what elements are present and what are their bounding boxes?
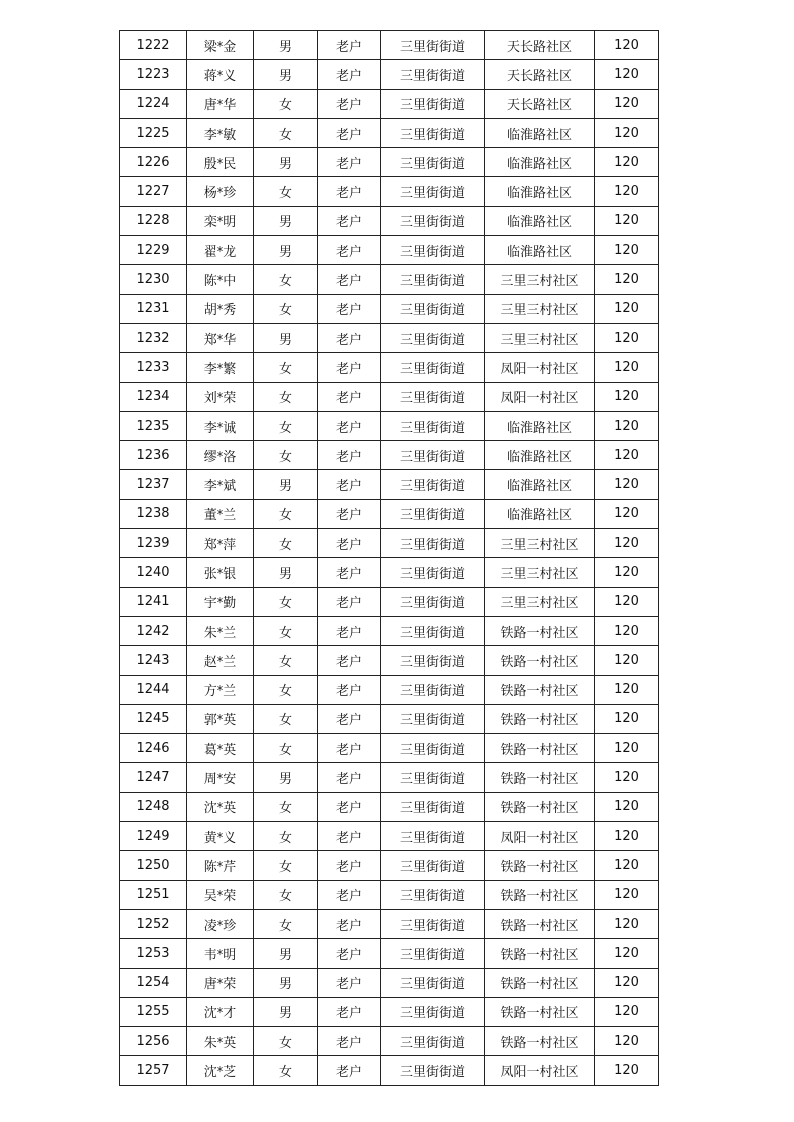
street-cell: 三里街街道 <box>381 587 485 616</box>
table-row <box>120 997 659 1026</box>
row-number-cell: 1241 <box>120 587 187 616</box>
person-name-cell: 梁*金 <box>187 31 254 60</box>
household-type-cell: 老户 <box>318 265 381 294</box>
person-name-cell: 郑*萍 <box>187 529 254 558</box>
amount-cell: 120 <box>595 382 659 411</box>
community-cell: 凤阳一村社区 <box>485 822 595 851</box>
person-name-cell: 韦*明 <box>187 939 254 968</box>
gender-cell: 男 <box>254 939 318 968</box>
table-row <box>120 968 659 997</box>
amount-cell: 120 <box>595 734 659 763</box>
table-row <box>120 939 659 968</box>
person-name-cell: 沈*才 <box>187 997 254 1026</box>
household-type-cell: 老户 <box>318 206 381 235</box>
table-row <box>120 792 659 821</box>
amount-cell: 120 <box>595 411 659 440</box>
row-number-cell: 1238 <box>120 499 187 528</box>
household-type-cell: 老户 <box>318 587 381 616</box>
person-name-cell: 董*兰 <box>187 499 254 528</box>
row-number-cell: 1257 <box>120 1056 187 1085</box>
row-number-cell: 1234 <box>120 382 187 411</box>
table-row <box>120 880 659 909</box>
row-number-cell: 1235 <box>120 411 187 440</box>
gender-cell: 女 <box>254 822 318 851</box>
person-name-cell: 缪*洛 <box>187 441 254 470</box>
table-row <box>120 587 659 616</box>
table-row <box>120 294 659 323</box>
table-row <box>120 675 659 704</box>
person-name-cell: 刘*荣 <box>187 382 254 411</box>
table-row <box>120 616 659 645</box>
person-name-cell: 郑*华 <box>187 323 254 352</box>
street-cell: 三里街街道 <box>381 675 485 704</box>
community-cell: 凤阳一村社区 <box>485 1056 595 1085</box>
amount-cell: 120 <box>595 763 659 792</box>
amount-cell: 120 <box>595 236 659 265</box>
street-cell: 三里街街道 <box>381 441 485 470</box>
gender-cell: 女 <box>254 880 318 909</box>
row-number-cell: 1247 <box>120 763 187 792</box>
table-row <box>120 499 659 528</box>
gender-cell: 女 <box>254 1027 318 1056</box>
household-type-cell: 老户 <box>318 851 381 880</box>
amount-cell: 120 <box>595 529 659 558</box>
row-number-cell: 1253 <box>120 939 187 968</box>
table-row <box>120 558 659 587</box>
amount-cell: 120 <box>595 60 659 89</box>
community-cell: 临淮路社区 <box>485 177 595 206</box>
table-row <box>120 382 659 411</box>
row-number-cell: 1251 <box>120 880 187 909</box>
subsidy-roster-table <box>119 30 659 1086</box>
community-cell: 铁路一村社区 <box>485 939 595 968</box>
amount-cell: 120 <box>595 89 659 118</box>
amount-cell: 120 <box>595 148 659 177</box>
person-name-cell: 李*敏 <box>187 118 254 147</box>
gender-cell: 女 <box>254 529 318 558</box>
amount-cell: 120 <box>595 968 659 997</box>
amount-cell: 120 <box>595 558 659 587</box>
person-name-cell: 宇*勤 <box>187 587 254 616</box>
person-name-cell: 凌*珍 <box>187 909 254 938</box>
household-type-cell: 老户 <box>318 704 381 733</box>
row-number-cell: 1229 <box>120 236 187 265</box>
community-cell: 凤阳一村社区 <box>485 353 595 382</box>
amount-cell: 120 <box>595 1056 659 1085</box>
street-cell: 三里街街道 <box>381 822 485 851</box>
gender-cell: 女 <box>254 646 318 675</box>
gender-cell: 女 <box>254 177 318 206</box>
street-cell: 三里街街道 <box>381 31 485 60</box>
gender-cell: 男 <box>254 763 318 792</box>
row-number-cell: 1240 <box>120 558 187 587</box>
person-name-cell: 沈*芝 <box>187 1056 254 1085</box>
row-number-cell: 1255 <box>120 997 187 1026</box>
row-number-cell: 1246 <box>120 734 187 763</box>
street-cell: 三里街街道 <box>381 646 485 675</box>
household-type-cell: 老户 <box>318 529 381 558</box>
gender-cell: 男 <box>254 470 318 499</box>
community-cell: 铁路一村社区 <box>485 646 595 675</box>
community-cell: 天长路社区 <box>485 60 595 89</box>
community-cell: 铁路一村社区 <box>485 851 595 880</box>
community-cell: 铁路一村社区 <box>485 675 595 704</box>
table-row <box>120 265 659 294</box>
community-cell: 三里三村社区 <box>485 294 595 323</box>
table-row <box>120 60 659 89</box>
table-row <box>120 734 659 763</box>
table-row <box>120 236 659 265</box>
gender-cell: 女 <box>254 265 318 294</box>
gender-cell: 女 <box>254 851 318 880</box>
row-number-cell: 1237 <box>120 470 187 499</box>
household-type-cell: 老户 <box>318 968 381 997</box>
community-cell: 铁路一村社区 <box>485 997 595 1026</box>
amount-cell: 120 <box>595 323 659 352</box>
row-number-cell: 1227 <box>120 177 187 206</box>
amount-cell: 120 <box>595 470 659 499</box>
community-cell: 天长路社区 <box>485 89 595 118</box>
person-name-cell: 唐*荣 <box>187 968 254 997</box>
community-cell: 临淮路社区 <box>485 470 595 499</box>
row-number-cell: 1250 <box>120 851 187 880</box>
community-cell: 铁路一村社区 <box>485 734 595 763</box>
street-cell: 三里街街道 <box>381 89 485 118</box>
person-name-cell: 李*斌 <box>187 470 254 499</box>
amount-cell: 120 <box>595 294 659 323</box>
street-cell: 三里街街道 <box>381 763 485 792</box>
table-row <box>120 89 659 118</box>
gender-cell: 女 <box>254 499 318 528</box>
person-name-cell: 方*兰 <box>187 675 254 704</box>
amount-cell: 120 <box>595 177 659 206</box>
person-name-cell: 殷*民 <box>187 148 254 177</box>
table-row <box>120 529 659 558</box>
gender-cell: 女 <box>254 89 318 118</box>
row-number-cell: 1223 <box>120 60 187 89</box>
table-row <box>120 441 659 470</box>
table-row <box>120 822 659 851</box>
community-cell: 三里三村社区 <box>485 558 595 587</box>
street-cell: 三里街街道 <box>381 880 485 909</box>
street-cell: 三里街街道 <box>381 616 485 645</box>
row-number-cell: 1232 <box>120 323 187 352</box>
community-cell: 临淮路社区 <box>485 148 595 177</box>
gender-cell: 女 <box>254 441 318 470</box>
household-type-cell: 老户 <box>318 31 381 60</box>
household-type-cell: 老户 <box>318 616 381 645</box>
table-row <box>120 851 659 880</box>
community-cell: 铁路一村社区 <box>485 616 595 645</box>
street-cell: 三里街街道 <box>381 734 485 763</box>
household-type-cell: 老户 <box>318 89 381 118</box>
household-type-cell: 老户 <box>318 177 381 206</box>
household-type-cell: 老户 <box>318 323 381 352</box>
amount-cell: 120 <box>595 939 659 968</box>
person-name-cell: 杨*珍 <box>187 177 254 206</box>
row-number-cell: 1222 <box>120 31 187 60</box>
person-name-cell: 唐*华 <box>187 89 254 118</box>
community-cell: 铁路一村社区 <box>485 909 595 938</box>
household-type-cell: 老户 <box>318 382 381 411</box>
household-type-cell: 老户 <box>318 118 381 147</box>
household-type-cell: 老户 <box>318 734 381 763</box>
community-cell: 临淮路社区 <box>485 441 595 470</box>
street-cell: 三里街街道 <box>381 118 485 147</box>
community-cell: 天长路社区 <box>485 31 595 60</box>
community-cell: 三里三村社区 <box>485 529 595 558</box>
amount-cell: 120 <box>595 353 659 382</box>
table-row <box>120 646 659 675</box>
gender-cell: 女 <box>254 1056 318 1085</box>
person-name-cell: 陈*芹 <box>187 851 254 880</box>
household-type-cell: 老户 <box>318 499 381 528</box>
row-number-cell: 1252 <box>120 909 187 938</box>
person-name-cell: 黄*义 <box>187 822 254 851</box>
amount-cell: 120 <box>595 265 659 294</box>
person-name-cell: 李*繁 <box>187 353 254 382</box>
gender-cell: 女 <box>254 734 318 763</box>
row-number-cell: 1236 <box>120 441 187 470</box>
household-type-cell: 老户 <box>318 558 381 587</box>
row-number-cell: 1243 <box>120 646 187 675</box>
gender-cell: 女 <box>254 792 318 821</box>
household-type-cell: 老户 <box>318 763 381 792</box>
household-type-cell: 老户 <box>318 441 381 470</box>
amount-cell: 120 <box>595 31 659 60</box>
community-cell: 临淮路社区 <box>485 411 595 440</box>
community-cell: 铁路一村社区 <box>485 792 595 821</box>
gender-cell: 男 <box>254 60 318 89</box>
gender-cell: 男 <box>254 236 318 265</box>
community-cell: 铁路一村社区 <box>485 880 595 909</box>
table-row <box>120 1056 659 1085</box>
household-type-cell: 老户 <box>318 1056 381 1085</box>
table-row <box>120 704 659 733</box>
amount-cell: 120 <box>595 441 659 470</box>
street-cell: 三里街街道 <box>381 792 485 821</box>
household-type-cell: 老户 <box>318 909 381 938</box>
street-cell: 三里街街道 <box>381 1056 485 1085</box>
community-cell: 三里三村社区 <box>485 587 595 616</box>
row-number-cell: 1256 <box>120 1027 187 1056</box>
household-type-cell: 老户 <box>318 236 381 265</box>
community-cell: 凤阳一村社区 <box>485 382 595 411</box>
gender-cell: 男 <box>254 31 318 60</box>
amount-cell: 120 <box>595 822 659 851</box>
street-cell: 三里街街道 <box>381 968 485 997</box>
household-type-cell: 老户 <box>318 353 381 382</box>
street-cell: 三里街街道 <box>381 470 485 499</box>
row-number-cell: 1230 <box>120 265 187 294</box>
gender-cell: 女 <box>254 587 318 616</box>
street-cell: 三里街街道 <box>381 60 485 89</box>
household-type-cell: 老户 <box>318 60 381 89</box>
street-cell: 三里街街道 <box>381 909 485 938</box>
household-type-cell: 老户 <box>318 294 381 323</box>
table-row <box>120 177 659 206</box>
person-name-cell: 吴*荣 <box>187 880 254 909</box>
street-cell: 三里街街道 <box>381 265 485 294</box>
row-number-cell: 1228 <box>120 206 187 235</box>
household-type-cell: 老户 <box>318 470 381 499</box>
community-cell: 临淮路社区 <box>485 236 595 265</box>
community-cell: 铁路一村社区 <box>485 704 595 733</box>
gender-cell: 男 <box>254 997 318 1026</box>
community-cell: 临淮路社区 <box>485 499 595 528</box>
street-cell: 三里街街道 <box>381 499 485 528</box>
table-row <box>120 470 659 499</box>
gender-cell: 男 <box>254 968 318 997</box>
amount-cell: 120 <box>595 675 659 704</box>
table-row <box>120 1027 659 1056</box>
community-cell: 铁路一村社区 <box>485 763 595 792</box>
amount-cell: 120 <box>595 704 659 733</box>
gender-cell: 女 <box>254 294 318 323</box>
row-number-cell: 1239 <box>120 529 187 558</box>
person-name-cell: 陈*中 <box>187 265 254 294</box>
person-name-cell: 蒋*义 <box>187 60 254 89</box>
row-number-cell: 1254 <box>120 968 187 997</box>
person-name-cell: 张*银 <box>187 558 254 587</box>
gender-cell: 女 <box>254 704 318 733</box>
community-cell: 铁路一村社区 <box>485 1027 595 1056</box>
street-cell: 三里街街道 <box>381 851 485 880</box>
amount-cell: 120 <box>595 1027 659 1056</box>
amount-cell: 120 <box>595 616 659 645</box>
row-number-cell: 1248 <box>120 792 187 821</box>
table-row <box>120 206 659 235</box>
household-type-cell: 老户 <box>318 939 381 968</box>
person-name-cell: 胡*秀 <box>187 294 254 323</box>
gender-cell: 女 <box>254 118 318 147</box>
amount-cell: 120 <box>595 909 659 938</box>
amount-cell: 120 <box>595 499 659 528</box>
amount-cell: 120 <box>595 997 659 1026</box>
gender-cell: 女 <box>254 382 318 411</box>
person-name-cell: 赵*兰 <box>187 646 254 675</box>
gender-cell: 女 <box>254 353 318 382</box>
table-row <box>120 31 659 60</box>
person-name-cell: 翟*龙 <box>187 236 254 265</box>
household-type-cell: 老户 <box>318 880 381 909</box>
table-row <box>120 411 659 440</box>
gender-cell: 女 <box>254 909 318 938</box>
street-cell: 三里街街道 <box>381 704 485 733</box>
person-name-cell: 周*安 <box>187 763 254 792</box>
street-cell: 三里街街道 <box>381 353 485 382</box>
household-type-cell: 老户 <box>318 411 381 440</box>
row-number-cell: 1242 <box>120 616 187 645</box>
row-number-cell: 1224 <box>120 89 187 118</box>
street-cell: 三里街街道 <box>381 236 485 265</box>
person-name-cell: 朱*兰 <box>187 616 254 645</box>
row-number-cell: 1249 <box>120 822 187 851</box>
table-row <box>120 118 659 147</box>
household-type-cell: 老户 <box>318 646 381 675</box>
table-row <box>120 353 659 382</box>
table-body <box>120 31 659 1086</box>
person-name-cell: 葛*英 <box>187 734 254 763</box>
gender-cell: 男 <box>254 206 318 235</box>
household-type-cell: 老户 <box>318 997 381 1026</box>
street-cell: 三里街街道 <box>381 294 485 323</box>
community-cell: 三里三村社区 <box>485 265 595 294</box>
row-number-cell: 1245 <box>120 704 187 733</box>
table-row <box>120 763 659 792</box>
street-cell: 三里街街道 <box>381 529 485 558</box>
amount-cell: 120 <box>595 206 659 235</box>
amount-cell: 120 <box>595 646 659 675</box>
community-cell: 临淮路社区 <box>485 118 595 147</box>
street-cell: 三里街街道 <box>381 206 485 235</box>
street-cell: 三里街街道 <box>381 1027 485 1056</box>
household-type-cell: 老户 <box>318 148 381 177</box>
amount-cell: 120 <box>595 880 659 909</box>
gender-cell: 男 <box>254 323 318 352</box>
street-cell: 三里街街道 <box>381 323 485 352</box>
person-name-cell: 栾*明 <box>187 206 254 235</box>
gender-cell: 男 <box>254 148 318 177</box>
row-number-cell: 1231 <box>120 294 187 323</box>
table-row <box>120 909 659 938</box>
person-name-cell: 郭*英 <box>187 704 254 733</box>
amount-cell: 120 <box>595 792 659 821</box>
household-type-cell: 老户 <box>318 822 381 851</box>
household-type-cell: 老户 <box>318 792 381 821</box>
amount-cell: 120 <box>595 851 659 880</box>
household-type-cell: 老户 <box>318 1027 381 1056</box>
household-type-cell: 老户 <box>318 675 381 704</box>
gender-cell: 女 <box>254 616 318 645</box>
street-cell: 三里街街道 <box>381 177 485 206</box>
person-name-cell: 朱*英 <box>187 1027 254 1056</box>
street-cell: 三里街街道 <box>381 148 485 177</box>
row-number-cell: 1225 <box>120 118 187 147</box>
amount-cell: 120 <box>595 587 659 616</box>
row-number-cell: 1244 <box>120 675 187 704</box>
gender-cell: 男 <box>254 558 318 587</box>
person-name-cell: 李*诚 <box>187 411 254 440</box>
person-name-cell: 沈*英 <box>187 792 254 821</box>
street-cell: 三里街街道 <box>381 558 485 587</box>
community-cell: 铁路一村社区 <box>485 968 595 997</box>
gender-cell: 女 <box>254 411 318 440</box>
community-cell: 三里三村社区 <box>485 323 595 352</box>
amount-cell: 120 <box>595 118 659 147</box>
street-cell: 三里街街道 <box>381 939 485 968</box>
street-cell: 三里街街道 <box>381 997 485 1026</box>
table-row <box>120 323 659 352</box>
gender-cell: 女 <box>254 675 318 704</box>
row-number-cell: 1226 <box>120 148 187 177</box>
street-cell: 三里街街道 <box>381 411 485 440</box>
row-number-cell: 1233 <box>120 353 187 382</box>
community-cell: 临淮路社区 <box>485 206 595 235</box>
table-row <box>120 148 659 177</box>
street-cell: 三里街街道 <box>381 382 485 411</box>
